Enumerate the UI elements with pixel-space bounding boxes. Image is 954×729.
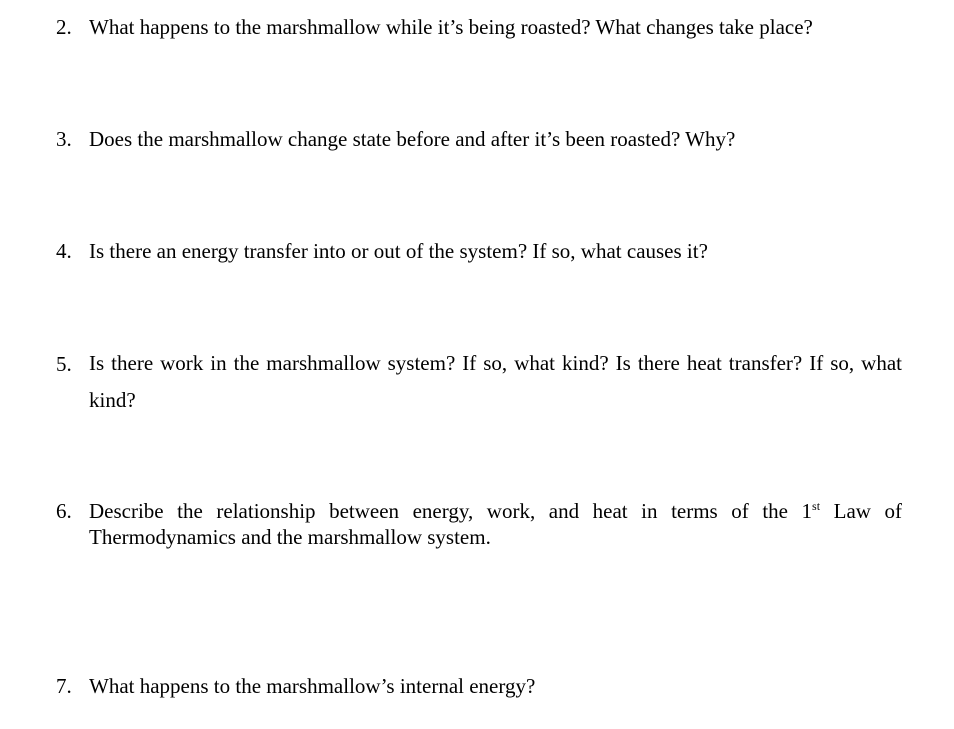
question-number: 5. (56, 352, 72, 376)
question-text-part: Law of Thermodynamics and the marshmallow system. (89, 499, 902, 549)
question-number: 6. (56, 499, 72, 523)
question-number: 7. (56, 674, 72, 698)
question-6 (56, 498, 902, 550)
question-number: 4. (56, 239, 72, 263)
ordinal-superscript: st (812, 499, 821, 513)
question-3 (56, 126, 902, 152)
question-number: 3. (56, 127, 72, 151)
question-4 (56, 238, 902, 264)
question-text: What happens to the marshmallow while it’s being roasted? What changes take place? (89, 15, 813, 39)
question-text: Is there work in the marshmallow system? If so, what kind? Is there heat transfer? If so, what kind? (89, 351, 902, 412)
question-number: 2. (56, 15, 72, 39)
question-text: What happens to the marshmallow’s internal energy? (89, 674, 536, 698)
question-text (89, 498, 902, 550)
question-text: Does the marshmallow change state before and after it’s been roasted? Why? (89, 127, 736, 151)
question-text: Is there an energy transfer into or out of the system? If so, what causes it? (89, 239, 708, 263)
question-text-part: Describe the relationship between energy, work, and heat in terms of the 1 (89, 499, 813, 523)
question-7 (56, 673, 902, 699)
question-2 (56, 14, 902, 40)
question-5 (56, 345, 902, 419)
